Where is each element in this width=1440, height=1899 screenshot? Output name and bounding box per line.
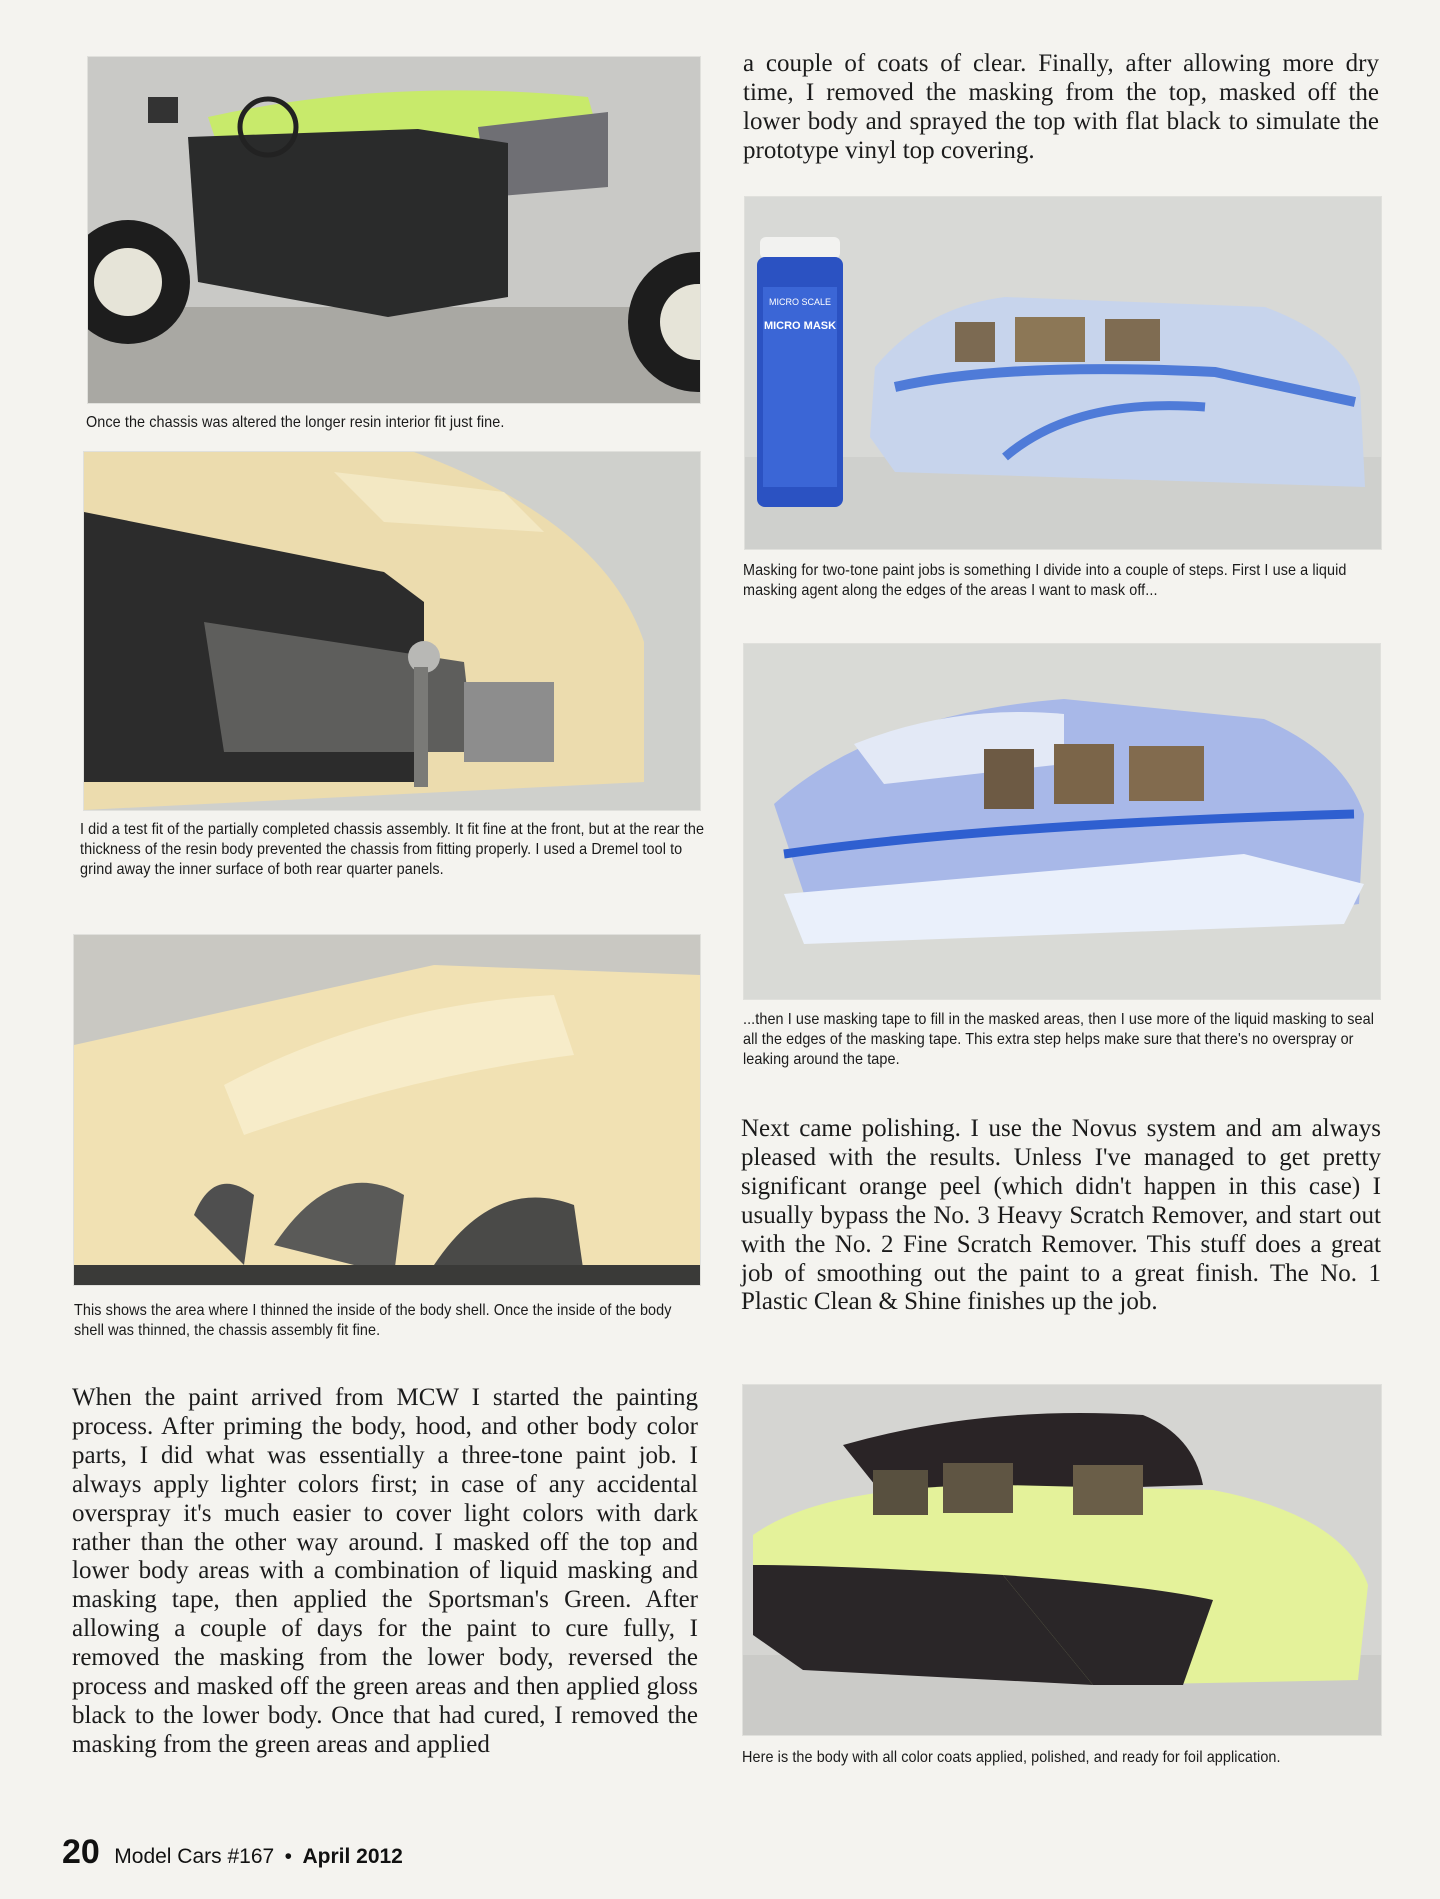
bottle-brand-text: MICRO SCALE — [768, 297, 832, 307]
caption-test-fit: I did a test fit of the partially completed chassis assembly. It fit fine at the front, but at the rear the thickness of the resin body prevented the chassis from fitting properly. I used a Dremel tool to grind away the inner surface of both rear quarter panels. — [80, 821, 705, 878]
magazine-issue: Model Cars #167 — [114, 1845, 275, 1868]
photo-masking-tape — [744, 644, 1380, 999]
issue-date: April 2012 — [302, 1845, 403, 1868]
caption-chassis-interior: Once the chassis was altered the longer resin interior fit just fine. — [86, 414, 505, 431]
caption-masking-liquid: Masking for two-tone paint jobs is something I divide into a couple of steps. First I use a liquid masking agent along the edges of the areas I want to mask off... — [743, 562, 1347, 599]
article-paragraph: Next came polishing. I use the Novus system and am always pleased with the results. Unless I've managed to get pretty significant orange peel (which didn't happen in this case) I usually bypass the No. 3 Heavy Scratch Remover, and start out with the No. 2 Fine Scratch Remover. This stuff does a great job of smoothing out the paint to a great finish. The No. 1 Plastic Clean & Shine finishes up the job. — [741, 1115, 1381, 1316]
article-right-mid-paragraph — [741, 1115, 1381, 1317]
article-left-paragraph — [72, 1384, 698, 1760]
article-paragraph: a couple of coats of clear. Finally, after allowing more dry time, I removed the masking from the top, masked off the lower body and sprayed the top with flat black to simulate the prototype vinyl top covering. — [743, 50, 1379, 164]
page-footer — [62, 1833, 403, 1872]
bottle-product-text: MICRO MASK — [763, 320, 837, 332]
caption-masking-tape: ...then I use masking tape to fill in the masked areas, then I use more of the liquid masking to seal all the edges of the masking tape. This extra step helps make sure that there's no overspray or leaking around the tape. — [743, 1011, 1375, 1068]
caption-thinned-area: This shows the area where I thinned the inside of the body shell. Once the inside of the body shell was thinned, the chassis assembly fit fine. — [74, 1302, 672, 1339]
caption-finished-body: Here is the body with all color coats applied, polished, and ready for foil application. — [742, 1749, 1281, 1766]
photo-masking-liquid — [745, 197, 1381, 549]
photo-test-fit — [84, 452, 700, 810]
article-paragraph: When the paint arrived from MCW I started the painting process. After priming the body, hood, and other body color parts, I did what was essentially a three-tone paint job. I always apply lighter colors first; in case of any accidental overspray it's much easier to cover light colors with dark rather than the other way around. I masked off the top and lower body areas with a combination of liquid masking and masking tape, then applied the Sportsman's Green. After allowing a couple of days for the paint to cure fully, I removed the masking from the lower body, reversed the process and masked off the green areas and then applied gloss black to the lower body. Once that had cured, I removed the masking from the green areas and applied — [72, 1384, 698, 1758]
photo-chassis-interior — [88, 57, 700, 403]
article-right-top-paragraph — [743, 50, 1379, 166]
photo-finished-body — [743, 1385, 1381, 1735]
page-number: 20 — [62, 1833, 100, 1871]
photo-thinned-area — [74, 935, 700, 1285]
footer-separator: • — [284, 1845, 293, 1868]
